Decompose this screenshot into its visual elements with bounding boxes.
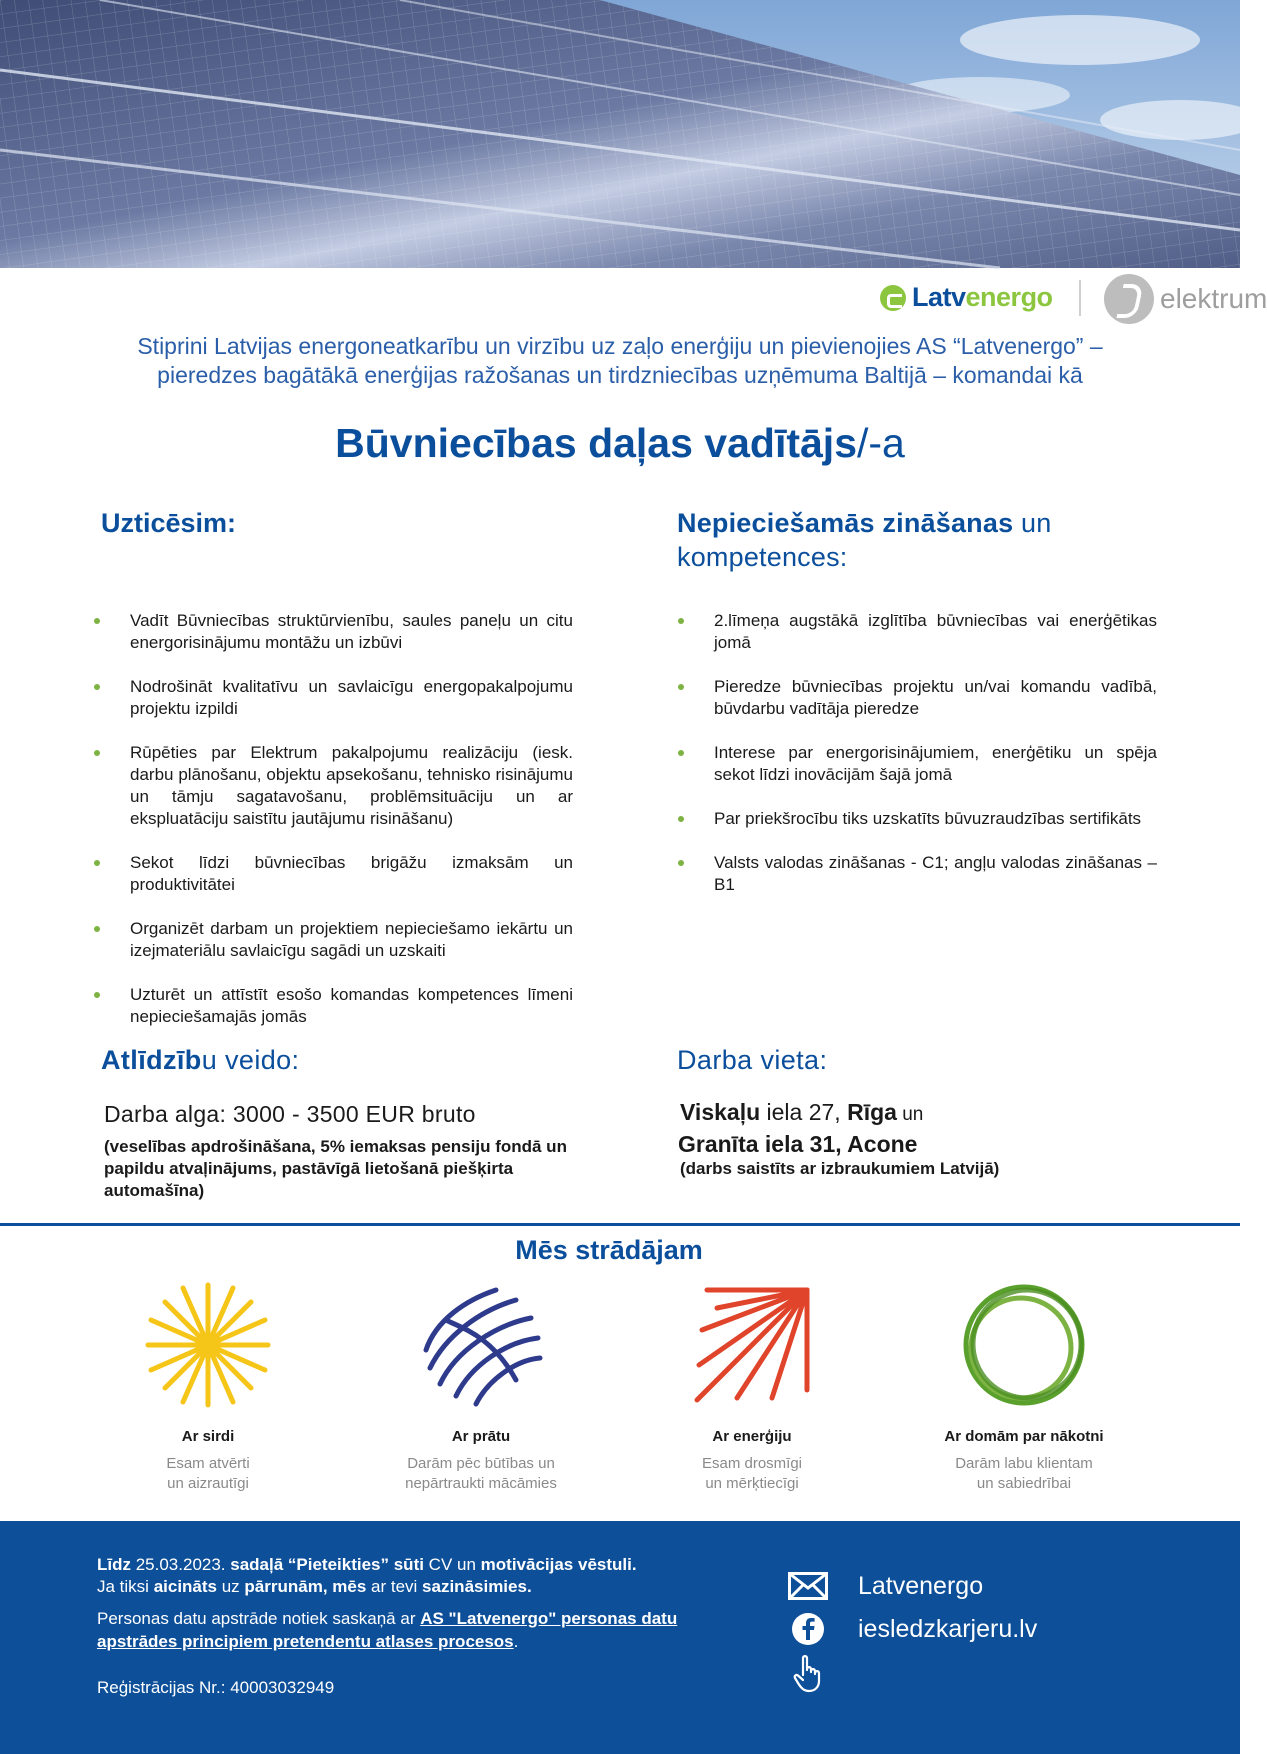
contact-email[interactable] — [788, 1566, 983, 1606]
deadline-text-b: CV un — [423, 1555, 481, 1574]
workplace-note: (darbs saistīts ar izbraukumiem Latvijā) — [680, 1159, 1000, 1178]
envelope-icon — [788, 1566, 828, 1606]
deadline-text-a: sadaļā “Pieteikties” sūti — [230, 1555, 424, 1574]
deadline-prefix: Līdz — [97, 1555, 136, 1574]
value-title: Ar enerģiju — [712, 1428, 792, 1445]
skills-heading-bold: Nepieciešamās zināšanas — [677, 508, 1014, 538]
elektrum-logo-text: elektrum — [1160, 283, 1267, 314]
duties-list — [92, 610, 573, 1050]
privacy-notice — [97, 1607, 737, 1653]
invite-a: Ja tiksi — [97, 1577, 154, 1596]
pay-heading-bold: Atlīdzīb — [101, 1045, 202, 1075]
skill-item: 2.līmeņa augstākā izglītība būvniecības vai enerģētikas jomā — [676, 610, 1157, 654]
value-future — [894, 1280, 1154, 1494]
duty-item: Sekot līdzi būvniecības brigāžu izmaksām un produktivitātei — [92, 852, 573, 896]
value-desc-2: un aizrautīgi — [167, 1475, 249, 1492]
invite-d: pārrunām, mēs — [244, 1577, 367, 1596]
workplace-address-1 — [680, 1099, 923, 1126]
hero-solar-panels-image — [0, 0, 1240, 268]
elektrum-logo — [1104, 274, 1267, 324]
deadline-text-c: motivācijas vēstuli. — [480, 1555, 637, 1574]
privacy-policy-link[interactable]: AS "Latvenergo" personas datu apstrādes principiem pretendentu atlases procesos — [97, 1609, 678, 1651]
value-desc-1: Darām labu klientam — [955, 1455, 1093, 1472]
skill-item: Par priekšrocību tiks uzskatīts būvuzraudzības sertifikāts — [676, 808, 1157, 830]
privacy-end: . — [513, 1632, 519, 1651]
skill-item: Valsts valodas zināšanas - C1; angļu valodas zināšanas – B1 — [676, 852, 1157, 896]
contact-facebook[interactable] — [788, 1609, 1037, 1649]
pay-heading-rest: u veido: — [201, 1045, 300, 1075]
value-desc-1: Esam atvērti — [166, 1455, 250, 1472]
logo-separator — [1079, 280, 1081, 316]
job-title-main: Būvniecības daļas vadītājs — [335, 420, 857, 466]
city-1: Rīga — [847, 1099, 897, 1125]
skills-heading-rest: un kompetences: — [677, 508, 1052, 572]
value-title: Ar domām par nākotni — [944, 1428, 1104, 1445]
value-desc-2: un mērķtiecīgi — [705, 1475, 799, 1492]
facebook-icon — [788, 1609, 828, 1649]
salary-text: Darba alga: 3000 - 3500 EUR bruto — [104, 1101, 476, 1127]
privacy-text: Personas datu apstrāde notiek saskaņā ar — [97, 1609, 421, 1628]
invite-e: ar tevi — [366, 1577, 423, 1596]
deadline-date: 25.03.2023. — [135, 1555, 231, 1574]
pointer-hand[interactable] — [788, 1653, 828, 1693]
registration-number: Reģistrācijas Nr.: 40003032949 — [97, 1678, 335, 1697]
address-and: un — [896, 1104, 924, 1125]
duty-item: Nodrošināt kvalitatīvu un savlaicīgu energopakalpojumu projektu izpildi — [92, 676, 573, 720]
duties-heading: Uzticēsim: — [101, 508, 237, 538]
pointer-hand-icon — [788, 1653, 828, 1693]
skills-heading — [677, 506, 1137, 574]
street-1-rest: iela 27, — [760, 1099, 848, 1125]
job-title-suffix: /-a — [857, 420, 905, 466]
value-desc-2: nepārtraukti mācāmies — [405, 1475, 557, 1492]
intro-line-1: Stiprini Latvijas energoneatkarību un virzību uz zaļo enerģiju un pievienojies AS “Latvenergo” – — [137, 333, 1103, 359]
elektrum-logo-icon — [1104, 274, 1154, 324]
value-title: Ar prātu — [451, 1428, 511, 1445]
contact-facebook-label: iesledzkarjeru.lv — [858, 1614, 1038, 1643]
sunburst-icon — [143, 1280, 273, 1410]
duty-item: Vadīt Būvniecības struktūrvienību, saules paneļu un citu energorisinājumu montāžu un izbūvi — [92, 610, 573, 654]
value-mind — [351, 1280, 611, 1494]
street-1-name: Viskaļu — [680, 1099, 761, 1125]
skill-item: Pieredze būvniecības projektu un/vai komandu vadībā, būvdarbu vadītāja pieredze — [676, 676, 1157, 720]
rings-icon — [959, 1280, 1089, 1410]
waves-icon — [416, 1280, 546, 1410]
latvenergo-logo-text-a: Latv — [912, 282, 966, 312]
workplace-heading: Darba vieta: — [677, 1045, 828, 1075]
value-desc-1: Darām pēc būtības un — [407, 1455, 555, 1472]
contact-email-label: Latvenergo — [858, 1571, 984, 1600]
invite-c: uz — [217, 1577, 245, 1596]
intro-text — [60, 332, 1180, 390]
invite-b: aicināts — [153, 1577, 217, 1596]
value-heart — [78, 1280, 338, 1494]
value-desc-1: Esam drosmīgi — [701, 1455, 803, 1472]
section-divider — [0, 1223, 1240, 1226]
latvenergo-logo-text-b: energo — [965, 282, 1053, 312]
skill-item: Interese par energorisinājumiem, enerģētiku un spēja sekot līdzi inovācijām šajā jomā — [676, 742, 1157, 786]
brand-logos — [680, 272, 1267, 330]
pay-heading — [101, 1045, 299, 1076]
value-desc-2: un sabiedrībai — [976, 1475, 1072, 1492]
latvenergo-logo-icon — [880, 285, 906, 311]
value-energy — [622, 1280, 882, 1494]
job-title — [0, 420, 1240, 467]
invite-f: sazināsimies. — [422, 1577, 532, 1596]
values-heading: Mēs strādājam — [515, 1235, 703, 1265]
skills-list — [676, 610, 1157, 918]
duty-item: Organizēt darbam un projektiem nepieciešamo iekārtu un izejmateriālu savlaicīgu sagādi un uzskaiti — [92, 918, 573, 962]
latvenergo-logo — [880, 282, 1053, 313]
benefits-text: (veselības apdrošināšana, 5% iemaksas pensiju fondā un papildu atvaļinājums, pastāvīgā lietošanā piešķirta automašīna) — [104, 1137, 567, 1200]
workplace-address-2: Granīta iela 31, Acone — [678, 1131, 918, 1157]
duty-item: Rūpēties par Elektrum pakalpojumu realizāciju (iesk. darbu plānošanu, objektu apsekošanu, tehnisko risinājumu un tāmju sagatavošanu, problēmsituāciju un ar ekspluatāciju saistītu jautājumu risināšanu) — [92, 742, 573, 830]
value-title: Ar sirdi — [181, 1428, 235, 1445]
application-instructions — [97, 1554, 637, 1598]
intro-line-2: pieredzes bagātākā enerģijas ražošanas un tirdzniecības uzņēmuma Baltijā – komandai kā — [157, 362, 1083, 388]
duty-item: Uzturēt un attīstīt esošo komandas kompetences līmeni nepieciešamajās jomās — [92, 984, 573, 1028]
footer — [0, 1521, 1240, 1754]
rays-icon — [687, 1280, 817, 1410]
